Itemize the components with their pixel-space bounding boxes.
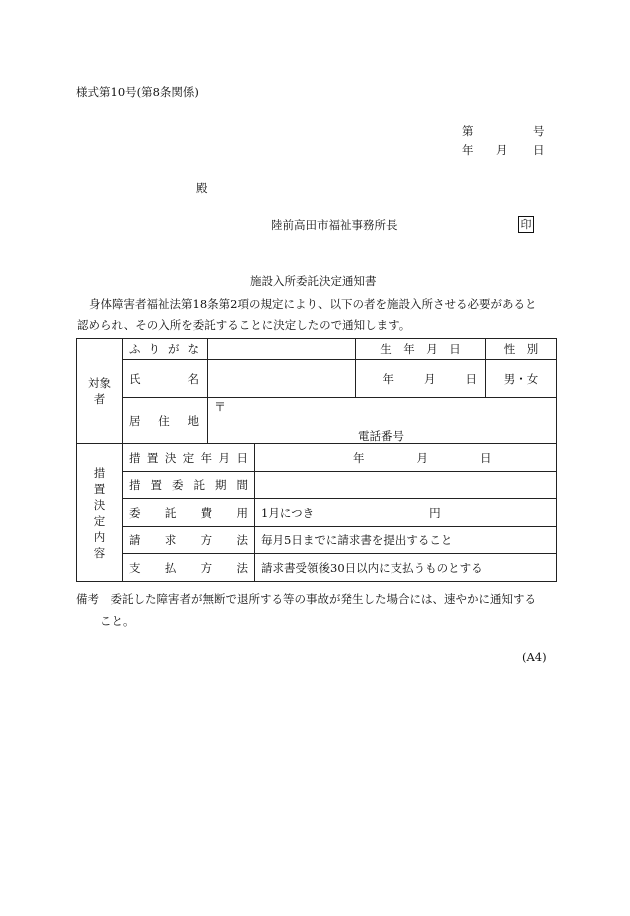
payment-method-field: 請求書受領後30日以内に支払うものとする — [255, 554, 557, 582]
remarks-line-1: 備考 委託した障害者が無断で退所する等の事故が発生した場合には、速やかに通知する — [76, 592, 536, 606]
body-text — [77, 294, 559, 336]
body-line-2: 認められ、その入所を委託することに決定したので通知します。 — [77, 318, 411, 332]
decision-date-label: 措 置 決 定 年 月 日 — [123, 444, 255, 472]
body-line-1: 身体障害者福祉法第18条第2項の規定により、以下の者を施設入所させる必要があると — [89, 297, 537, 311]
furigana-label: ふ り が な — [123, 339, 208, 360]
doc-number-suffix: 号 — [533, 124, 545, 138]
sex-label: 性 別 — [486, 339, 557, 360]
date-year: 年 — [462, 143, 474, 157]
notification-table — [76, 338, 557, 582]
document-title: 施設入所委託決定通知書 — [250, 274, 377, 288]
remarks-label: 備考 — [76, 592, 99, 606]
addressee-suffix: 殿 — [196, 181, 208, 195]
phone-label: 電話番号 — [358, 429, 404, 443]
entrust-cost-field[interactable]: 1月につき 円 — [255, 499, 557, 527]
issuer-name: 陸前高田市福祉事務所長 — [271, 218, 398, 232]
remarks-line-2: こと。 — [100, 614, 135, 628]
entrust-period-field[interactable] — [255, 472, 557, 499]
address-label: 居 住 地 — [123, 398, 208, 444]
postal-mark: 〒 — [214, 400, 227, 414]
name-field[interactable] — [208, 360, 356, 398]
birth-date-field[interactable]: 年 月 日 — [356, 360, 486, 398]
billing-method-field: 毎月5日までに請求書を提出すること — [255, 527, 557, 554]
seal-mark: 印 — [518, 216, 534, 233]
name-label: 氏 名 — [123, 360, 208, 398]
doc-number-prefix: 第 — [462, 124, 474, 138]
date-month: 月 — [496, 143, 508, 157]
birth-date-label: 生 年 月 日 — [356, 339, 486, 360]
billing-method-label: 請 求 方 法 — [123, 527, 255, 554]
payment-method-label: 支 払 方 法 — [123, 554, 255, 582]
entrust-cost-label: 委 託 費 用 — [123, 499, 255, 527]
sex-choice[interactable]: 男・女 — [486, 360, 557, 398]
decision-date-field[interactable]: 年 月 日 — [255, 444, 557, 472]
furigana-field[interactable] — [208, 339, 356, 360]
paper-size: (A4) — [522, 650, 547, 664]
subject-header: 対象者 — [77, 339, 123, 444]
remarks — [76, 588, 560, 632]
entrust-period-label: 措 置 委 託 期 間 — [123, 472, 255, 499]
date-day: 日 — [533, 143, 545, 157]
measure-header: 措 置 決 定 内 容 — [77, 444, 123, 582]
form-number: 様式第10号(第8条関係) — [76, 85, 199, 99]
